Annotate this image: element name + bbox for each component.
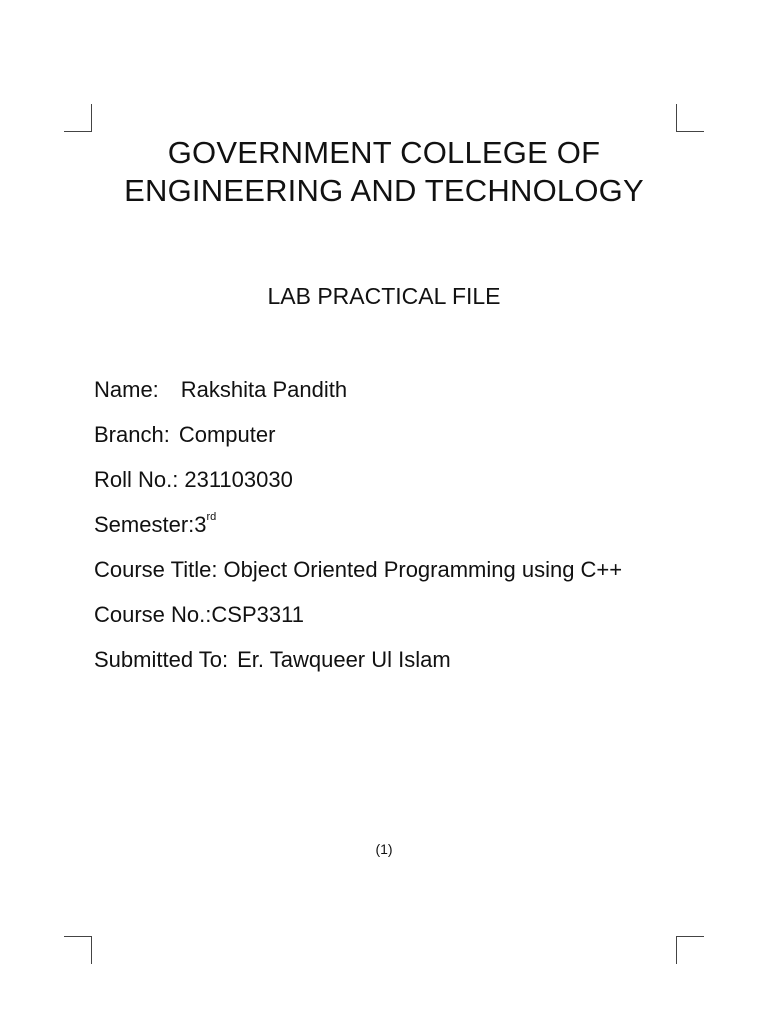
roll-value: 231103030 (184, 467, 293, 492)
roll-label: Roll No.: (94, 467, 179, 492)
crop-mark-top-left (64, 104, 92, 132)
crop-mark-top-right (676, 104, 704, 132)
course-title-row (94, 554, 674, 585)
branch-label: Branch: (94, 422, 170, 447)
student-details (94, 374, 674, 689)
file-title: LAB PRACTICAL FILE (267, 283, 501, 309)
course-title-label: Course Title: (94, 557, 218, 582)
semester-ordinal-suffix: rd (206, 511, 217, 523)
name-value: Rakshita Pandith (180, 377, 348, 402)
course-no-value: CSP3311 (211, 602, 304, 627)
semester-value: 3 (194, 512, 207, 537)
page-number: (1) (375, 841, 393, 857)
semester-label: Semester: (94, 512, 195, 537)
college-title (0, 134, 768, 210)
submitted-to-label: Submitted To: (94, 647, 229, 672)
roll-row (94, 464, 674, 495)
semester-row (94, 509, 674, 540)
crop-mark-bottom-left (64, 936, 92, 964)
name-row (94, 374, 674, 405)
submitted-to-value: Er. Tawqueer Ul Islam (237, 647, 451, 672)
college-title-line-2: ENGINEERING AND TECHNOLOGY (124, 173, 644, 208)
name-label: Name: (94, 377, 159, 402)
college-title-line-1: GOVERNMENT COLLEGE OF (167, 135, 601, 170)
course-no-row (94, 599, 674, 630)
submitted-to-row (94, 644, 674, 675)
branch-value: Computer (178, 422, 276, 447)
course-title-value: Object Oriented Programming using C++ (223, 557, 623, 582)
branch-row (94, 419, 674, 450)
course-no-label: Course No.: (94, 602, 212, 627)
crop-mark-bottom-right (676, 936, 704, 964)
